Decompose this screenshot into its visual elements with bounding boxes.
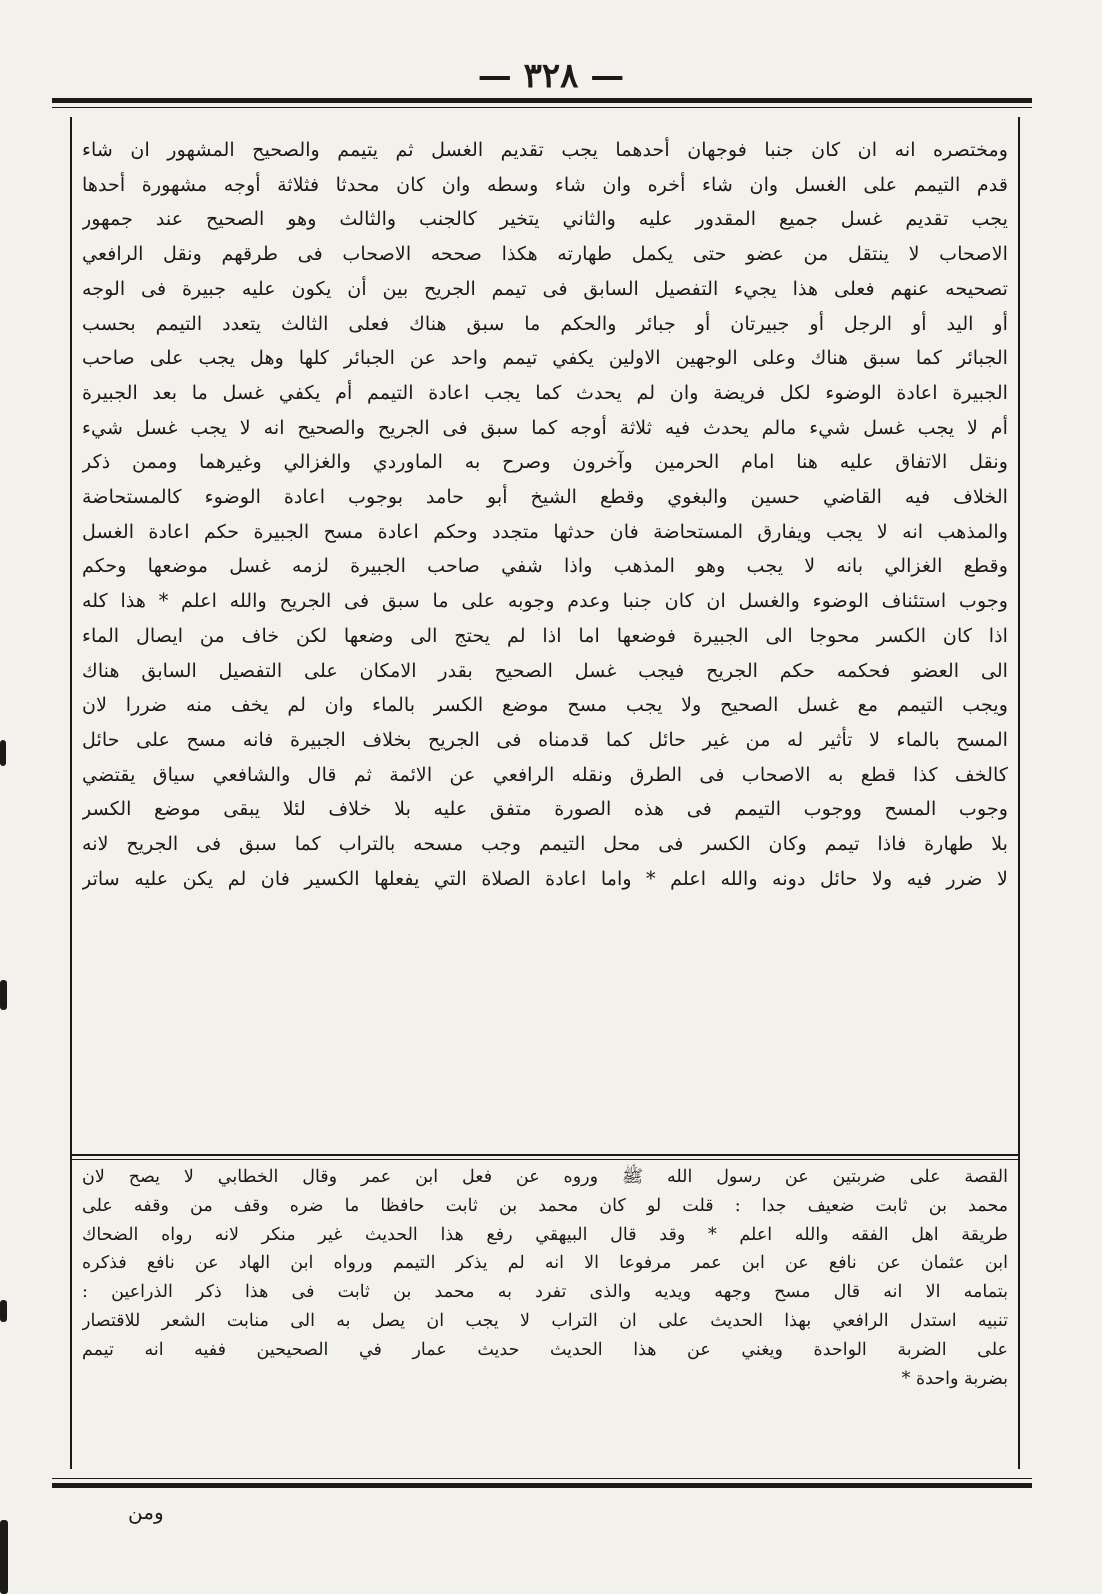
main-line: ويجب التيمم مع غسل الصحيح ولا يجب مسح موضع الكسر بالماء وان لم يخف منه ضررا لان xyxy=(82,693,1008,717)
main-line: بلا طهارة فاذا تيمم وكان الكسر فى محل التيمم وجب مسحه بالتراب كما سبق فى الجريح لانه xyxy=(82,832,1008,856)
footnote-block xyxy=(82,1163,1008,1393)
footnote-line: على الضربة الواحدة ويغني عن هذا الحديث حديث عمار في الصحيحين ففيه انه تيمم xyxy=(82,1339,1008,1360)
footnote-line: طريقة اهل الفقه والله اعلم * وقد قال البيهقي رفع هذا الحديث غير منكر لانه رواه الضحاك xyxy=(82,1224,1008,1245)
footnote-line: بضربة واحدة * xyxy=(901,1368,1008,1389)
main-line: ونقل الاتفاق عليه هنا امام الحرمين وآخرون وصرح به الماوردي والغزالي وغيرهما وممن ذكر xyxy=(82,450,1008,474)
main-line: وجوب استئناف الوضوء والغسل ان كان جنبا وعدم وجوبه على ما سبق فى الجريح والله اعلم * هذا كله xyxy=(82,589,1008,613)
catchword: ومن xyxy=(128,1500,164,1524)
footnote-line: محمد بن ثابت ضعيف جدا : قلت لو كان محمد بن ثابت حافظا ما ضره وقف من وقفه على xyxy=(82,1195,1008,1216)
footnote-line: ابن عثمان عن نافع عن ابن عمر مرفوعا الا انه لم يذكر التيمم ورواه ابن الهاد عن نافع فذكره xyxy=(82,1253,1008,1274)
scan-edge-mark xyxy=(0,1520,8,1594)
main-line: لا ضرر فيه ولا حائل دونه والله اعلم * واما اعادة الصلاة التي يفعلها الكسير فان لم يكن عليه ساتر xyxy=(82,866,1008,890)
scan-edge-mark xyxy=(0,1300,7,1322)
main-line: والمذهب انه لا يجب ويفارق المستحاضة فان حدثها متجدد وحكم اعادة مسح الجبيرة حكم اعادة الغسل xyxy=(82,519,1008,543)
main-line: وقطع الغزالي بانه لا يجب وهو المذهب واذا شفي صاحب الجبيرة لزمه غسل موضعها وحكم xyxy=(82,554,1008,578)
main-line: تصحيحه عنهم فعلى هذا يجيء التفصيل السابق فى تيمم الجريح بين أن يكون عليه جبيرة فى الوجه xyxy=(82,276,1008,300)
main-line: الجبائر كما سبق هناك وعلى الوجهين الاولين يكفي تيمم واحد عن الجبائر كلها وهل يجب على صاحب xyxy=(82,346,1008,370)
scan-edge-mark xyxy=(0,980,7,1010)
main-line: المسح بالماء لا تأثير له من غير حائل كما قدمناه فى الجريح بخلاف الجبيرة فانه مسح على حائل xyxy=(82,727,1008,751)
page-number: — ٣٢٨ — xyxy=(477,56,625,96)
main-line: أو اليد أو الرجل أو جبيرتان أو جبائر والحكم ما سبق هناك فعلى الثالث يتعدد التيمم بحسب xyxy=(82,311,1008,335)
main-line: الاصحاب لا ينتقل من عضو حتى يكمل طهارته هكذا صححه الاصحاب فى طرقهم ونقل الرافعي xyxy=(82,242,1008,266)
main-line: الى العضو فحكمه حكم الجريح فيجب غسل الصحيح بقدر الامكان على التفصيل السابق هناك xyxy=(82,658,1008,682)
text-frame xyxy=(52,98,1032,1488)
footnote-divider xyxy=(72,1154,1018,1156)
main-line: أم لا يجب غسل شيء مالم يحدث فيه ثلاثة أوجه كما سبق فى الجريح والصحيح انه لا يجب غسل شيء xyxy=(82,415,1008,439)
scan-edge-mark xyxy=(0,740,6,766)
main-line: الخلاف فيه القاضي حسين والبغوي وقطع الشيخ أبو حامد بوجوب اعادة الوضوء كالمستحاضة xyxy=(82,485,1008,509)
main-line: وجوب المسح ووجوب التيمم فى هذه الصورة متفق عليه بلا خلاف لئلا يبقى موضع الكسر xyxy=(82,797,1008,821)
main-text-block xyxy=(82,133,1008,1133)
main-line: يجب تقديم غسل جميع المقدور عليه والثاني يتخير كالجنب والثالث وهو الصحيح عند جمهور xyxy=(82,207,1008,231)
main-line: اذا كان الكسر محوجا الى الجبيرة فوضعها اما اذا لم يحتج الى وضعها لكن خاف من ايصال الماء xyxy=(82,623,1008,647)
main-line: قدم التيمم على الغسل وان شاء أخره وان شاء وسطه وان كان محدثا فثلاثة أوجه مشهورة أحدها xyxy=(82,172,1008,196)
main-line: الجبيرة اعادة الوضوء لكل فريضة وان لم يحدث كما يجب اعادة التيمم أم يكفي غسل ما بعد الجبيرة xyxy=(82,380,1008,404)
footnote-line: بتمامه الا انه قال مسح وجهه ويديه والذى تفرد به محمد بن ثابت فى هذا ذكر الذراعين : xyxy=(82,1282,1008,1303)
main-line: ومختصره انه ان كان جنبا فوجهان أحدهما يجب تقديم الغسل ثم يتيمم والصحيح المشهور ان شاء xyxy=(82,138,1008,161)
footnote-line: القصة على ضربتين عن رسول الله ﷺ وروه عن فعل ابن عمر وقال الخطابي لا يصح لان xyxy=(82,1167,1008,1187)
inner-frame xyxy=(70,117,1020,1469)
main-line: كالخف كذا قطع به الاصحاب فى الطرق ونقله الرافعي عن الائمة ثم قال والشافعي سياق يقتضي xyxy=(82,762,1008,786)
footnote-line: تنبيه استدل الرافعي بهذا الحديث على ان التراب لا يجب ان يصل به الى منابت الشعر للاقتصار xyxy=(82,1310,1008,1331)
